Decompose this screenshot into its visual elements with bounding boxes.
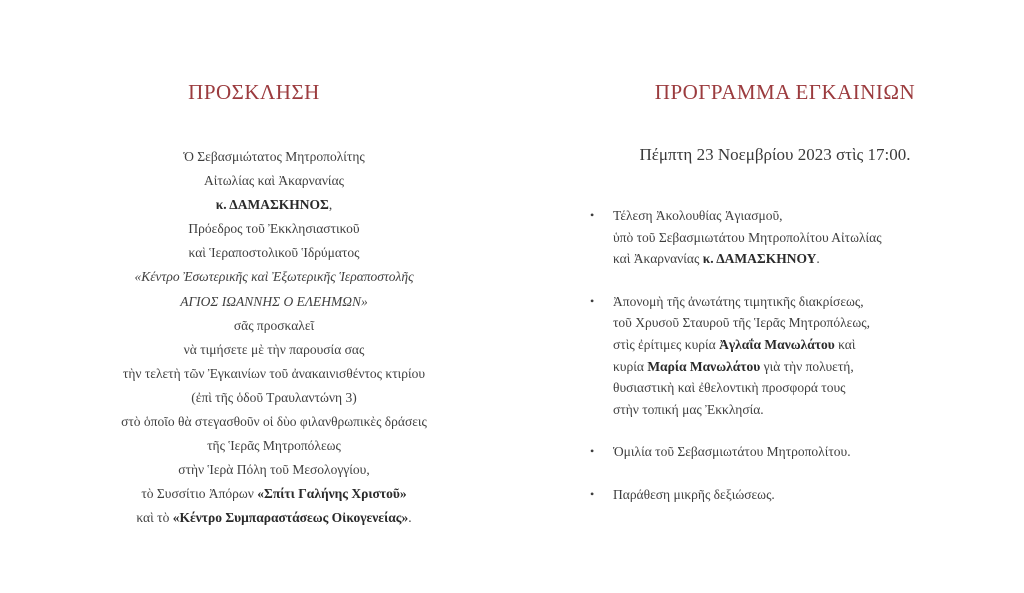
text-span: τῆς Ἱερᾶς Μητροπόλεως (207, 438, 341, 454)
program-item-line (613, 312, 988, 334)
text-span: στὸ ὁποῖο θὰ στεγασθοῦν οἱ δὺο φιλανθρωπικὲς δράσεις (121, 414, 427, 430)
program-title: ΠΡΟΓΡΑΜΜΑ ΕΓΚΑΙΝΙΩΝ (654, 80, 916, 104)
program-item-line (613, 441, 988, 463)
invitation-line (40, 458, 508, 482)
invitation-line (40, 265, 508, 289)
program-item-line (613, 248, 988, 270)
bullet-icon: • (590, 444, 595, 459)
invitation-line (40, 506, 508, 530)
program-item (588, 484, 988, 506)
text-span: Τέλεση Ἀκολουθίας Ἁγιασμοῦ, (613, 208, 783, 223)
bullet-icon: • (590, 486, 595, 501)
invitation-line (40, 241, 508, 265)
invitation-line (40, 290, 508, 314)
bullet-icon: • (590, 208, 595, 222)
invitation-line (40, 482, 508, 506)
text-span: καὶ (834, 336, 856, 352)
text-span: κ. ΔΑΜΑΣΚΗΝΟΥ (702, 251, 817, 267)
bullet-icon: • (590, 293, 595, 308)
program-item-line (613, 377, 988, 399)
text-span: καὶ Ἀκαρνανίας (613, 251, 703, 267)
invitation-line (40, 193, 508, 217)
program-item (588, 441, 988, 463)
text-span: στὴν τοπική μας Ἐκκλησία. (613, 401, 764, 417)
text-span: γιὰ τὴν πολυετή, (760, 358, 854, 374)
program-item (588, 205, 988, 270)
text-span: Ὁ Σεβασμιώτατος Μητροπολίτης (183, 149, 365, 164)
invitation-line (40, 338, 508, 362)
invitation-line (40, 362, 508, 386)
invitation-line (40, 410, 508, 434)
program-date: Πέμπτη 23 Νοεμβρίου 2023 στὶς 17:00. (639, 145, 911, 164)
invitation-line (40, 314, 508, 338)
text-span: ὑπὸ τοῦ Σεβασμιωτάτου Μητροπολίτου Αἰτωλίας (613, 229, 882, 245)
program-item-line (613, 399, 988, 421)
invitation-text (40, 145, 508, 531)
text-span: σᾶς προσκαλεῖ (233, 317, 315, 333)
program-item-line (613, 334, 988, 356)
text-span: . (408, 510, 412, 526)
text-span: καὶ τὸ (136, 510, 173, 526)
program-item-line (613, 484, 988, 506)
text-span: στὴν Ἱερὰ Πόλη τοῦ Μεσολογγίου, (178, 462, 370, 478)
text-span: Ἀπονομὴ τῆς ἀνωτάτης τιμητικῆς διακρίσεως, (613, 293, 864, 309)
invitation-line (40, 217, 508, 241)
text-span: (ἐπὶ τῆς ὁδοῦ Τραυλαντώνη 3) (191, 389, 357, 405)
text-span: θυσιαστικὴ καὶ ἐθελοντικὴ προσφορά τους (613, 380, 846, 396)
program-item-line (613, 356, 988, 378)
program-item-line (613, 291, 988, 313)
invitation-title: ΠΡΟΣΚΛΗΣΗ (188, 80, 320, 104)
text-span: ΑΓΙΟΣ ΙΩΑΝΝΗΣ Ο ΕΛΕΗΜΩΝ» (180, 293, 368, 309)
text-span: τὸ Συσσίτιο Ἀπόρων (141, 486, 258, 502)
invitation-line (40, 434, 508, 458)
invitation-line (40, 386, 508, 410)
invitation-line (40, 169, 508, 193)
text-span: κυρία (613, 358, 648, 374)
text-span: Μαρία Μανωλάτου (647, 358, 761, 374)
text-span: στὶς ἐρίτιμες κυρία (613, 336, 720, 352)
text-span: καὶ Ἱεραποστολικοῦ Ἱδρύματος (188, 245, 360, 261)
text-span: Αἰτωλίας καὶ Ἀκαρνανίας (203, 173, 344, 189)
text-span: τὴν τελετὴ τῶν Ἐγκαινίων τοῦ ἀνακαινισθέντος κτιρίου (122, 365, 426, 381)
text-span: κ. ΔΑΜΑΣΚΗΝΟΣ (215, 197, 329, 213)
text-span: τοῦ Χρυσοῦ Σταυροῦ τῆς Ἱερᾶς Μητροπόλεως, (613, 315, 870, 331)
text-span: «Κέντρο Ἐσωτερικῆς καὶ Ἐξωτερικῆς Ἱεραποστολῆς (134, 269, 414, 285)
text-span: «Σπίτι Γαλήνης Χριστοῦ» (257, 486, 407, 502)
text-span: «Κέντρο Συμπαραστάσεως Οἰκογενείας» (172, 510, 409, 526)
text-span: Ὁμιλία τοῦ Σεβασμιωτάτου Μητροπολίτου. (613, 444, 851, 460)
text-span: Πρόεδρος τοῦ Ἐκκλησιαστικοῦ (188, 221, 360, 237)
invitation-line (40, 145, 508, 169)
program-list (588, 205, 988, 527)
program-item-line (613, 227, 988, 249)
text-span: . (816, 251, 820, 267)
program-item (588, 291, 988, 421)
program-item-line (613, 205, 988, 227)
text-span: Ἀγλαΐα Μανωλάτου (719, 336, 835, 352)
text-span: νὰ τιμήσετε μὲ τὴν παρουσία σας (183, 341, 365, 357)
text-span: , (328, 197, 333, 213)
text-span: Παράθεση μικρῆς δεξιώσεως. (613, 486, 775, 502)
